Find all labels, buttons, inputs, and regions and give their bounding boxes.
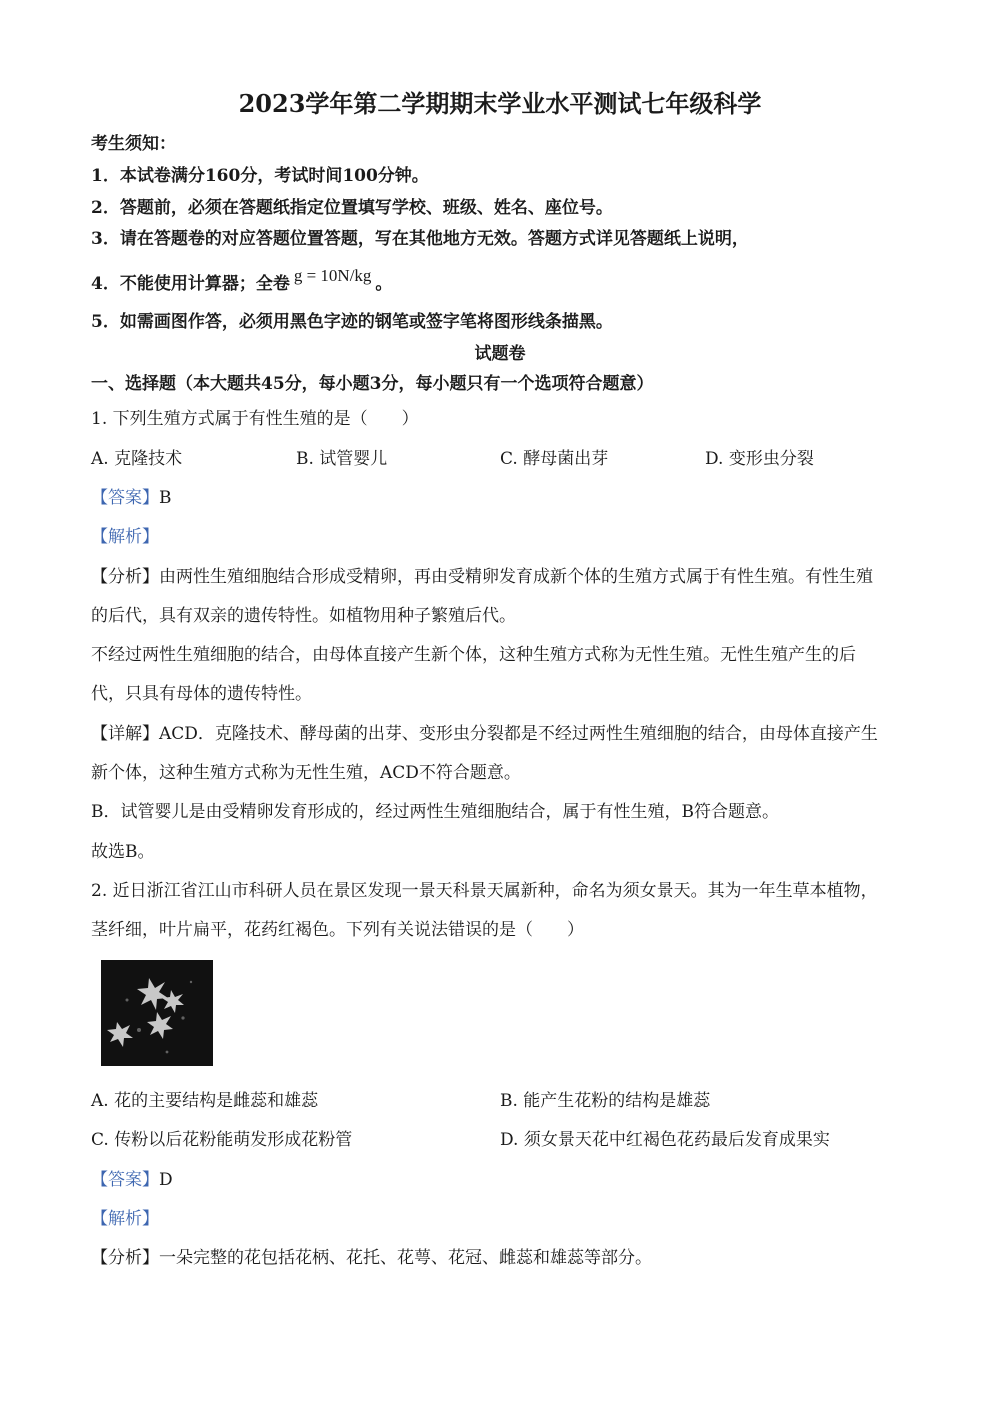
q2-answer-value: D — [159, 1170, 173, 1190]
q1-detail-line-2: 新个体，这种生殖方式称为无性生殖，ACD不符合题意。 — [91, 763, 521, 783]
notice-item-4-end: 。 — [375, 274, 393, 294]
q1-answer-value: B — [159, 488, 172, 508]
q1-analysis-line-1 — [91, 565, 873, 589]
notice-item-2: 2．答题前，必须在答题纸指定位置填写学校、班级、姓名、座位号。 — [91, 198, 613, 218]
notice-item-1: 1．本试卷满分160分，考试时间100分钟。 — [91, 166, 429, 186]
q1-option-c: C. 酵母菌出芽 — [500, 449, 609, 469]
notice-item-4-text: 4．不能使用计算器；全卷 — [91, 274, 290, 294]
answer-tag: 【答案】 — [91, 488, 159, 508]
q2-answer — [91, 1168, 173, 1192]
q2-option-c: C. 传粉以后花粉能萌发形成花粉管 — [91, 1130, 353, 1150]
q2-option-a: A. 花的主要结构是雌蕊和雄蕊 — [91, 1091, 319, 1111]
q2-stem-line-2: 茎纤细，叶片扁平，花药红褐色。下列有关说法错误的是（ ） — [91, 920, 584, 940]
q1-jiexi-tag: 【解析】 — [91, 527, 159, 547]
q2-jiexi-tag: 【解析】 — [91, 1209, 159, 1229]
q1-stem: 1. 下列生殖方式属于有性生殖的是（ ） — [91, 409, 419, 429]
q2-option-d: D. 须女景天花中红褐色花药最后发育成果实 — [500, 1130, 830, 1150]
notice-item-5: 5．如需画图作答，必须用黑色字迹的钢笔或签字笔将图形线条描黑。 — [91, 312, 613, 332]
notice-item-3: 3．请在答题卷的对应答题位置答题，写在其他地方无效。答题方式详见答题纸上说明， — [91, 229, 749, 249]
flower-illustration — [101, 960, 213, 1066]
q1-analysis-line-3: 不经过两性生殖细胞的结合，由母体直接产生新个体，这种生殖方式称为无性生殖。无性生殖产生的后 — [91, 645, 856, 665]
q1-analysis-line-2: 的后代，具有双亲的遗传特性。如植物用种子繁殖后代。 — [91, 606, 516, 626]
q1-detail-line-4: 故选B。 — [91, 842, 155, 862]
q1-detail-text-1: ACD．克隆技术、酵母菌的出芽、变形虫分裂都是不经过两性生殖细胞的结合，由母体直接产生 — [159, 724, 878, 744]
q2-option-b: B. 能产生花粉的结构是雄蕊 — [500, 1091, 711, 1111]
analysis-tag: 【分析】 — [91, 1248, 159, 1268]
detail-tag: 【详解】 — [91, 724, 159, 744]
gravity-formula: g = 10N/kg — [293, 266, 372, 285]
notice-heading: 考生须知： — [91, 134, 176, 154]
q1-option-d: D. 变形虫分裂 — [705, 449, 814, 469]
q1-analysis-text-1: 由两性生殖细胞结合形成受精卵，再由受精卵发育成新个体的生殖方式属于有性生殖。有性生殖 — [159, 567, 873, 587]
q1-analysis-line-4: 代，只具有母体的遗传特性。 — [91, 684, 312, 704]
flower-photo — [101, 960, 213, 1066]
q2-analysis-line-1 — [91, 1246, 652, 1270]
q1-option-b: B. 试管婴儿 — [296, 449, 388, 469]
q2-stem-line-1: 2. 近日浙江省江山市科研人员在景区发现一景天科景天属新种，命名为须女景天。其为一年生草本植物， — [91, 881, 878, 901]
notice-item-4 — [91, 266, 393, 296]
analysis-tag: 【分析】 — [91, 567, 159, 587]
section-heading: 一、选择题（本大题共45分，每小题3分，每小题只有一个选项符合题意） — [91, 374, 654, 394]
q1-detail-line-3: B．试管婴儿是由受精卵发育形成的，经过两性生殖细胞结合，属于有性生殖，B符合题意。 — [91, 802, 779, 822]
q2-analysis-text-1: 一朵完整的花包括花柄、花托、花萼、花冠、雌蕊和雄蕊等部分。 — [159, 1248, 652, 1268]
section-label: 试题卷 — [474, 344, 526, 364]
q1-option-a: A. 克隆技术 — [91, 449, 183, 469]
q1-answer — [91, 486, 172, 510]
answer-tag: 【答案】 — [91, 1170, 159, 1190]
page-title: 2023学年第二学期期末学业水平测试七年级科学 — [238, 89, 762, 118]
q1-detail-line-1 — [91, 722, 878, 746]
